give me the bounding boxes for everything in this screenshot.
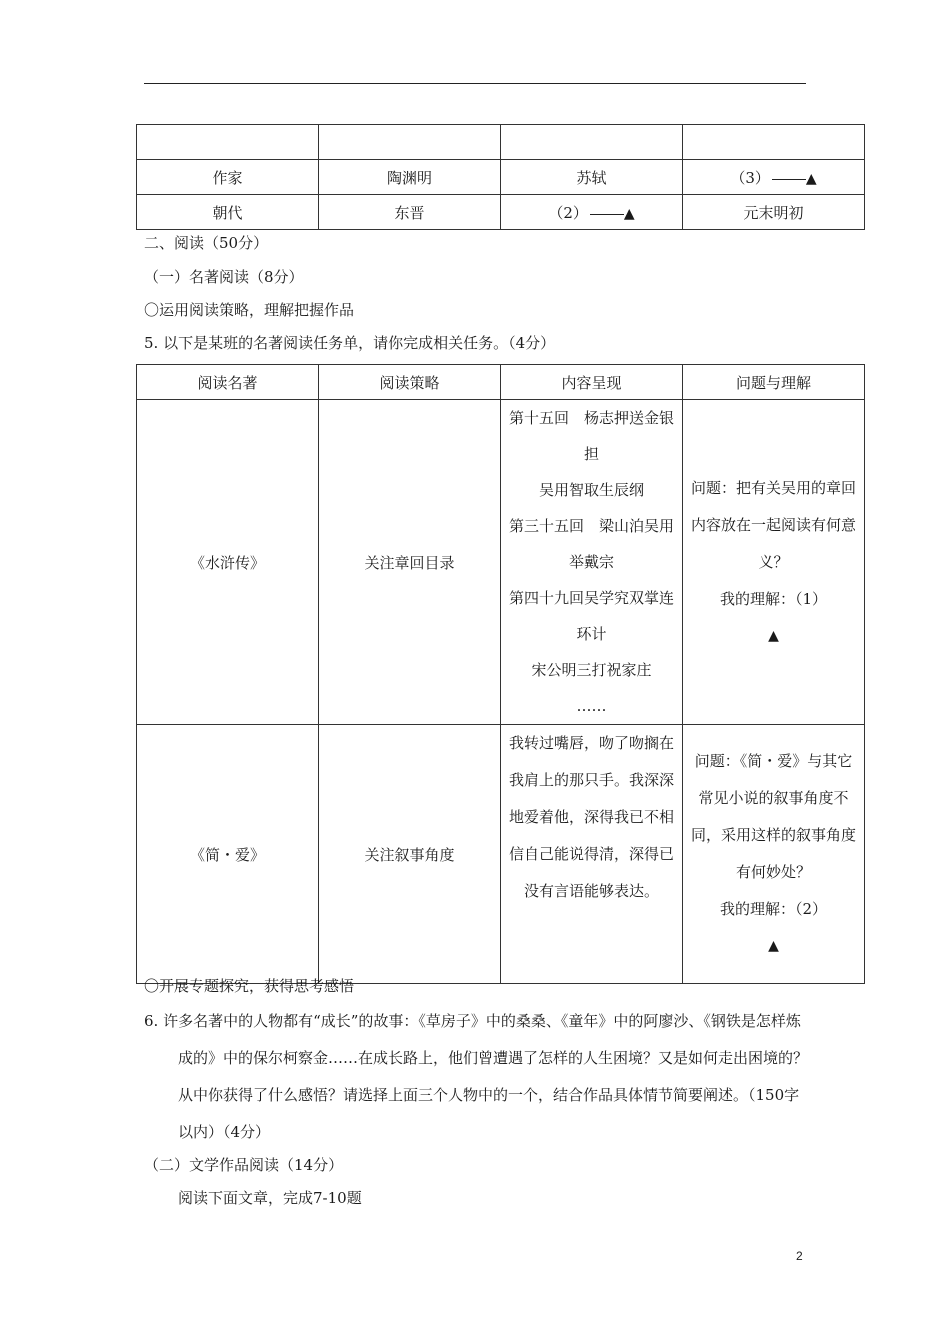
answer-label: 我的理解：（2） — [719, 900, 828, 918]
reading-strategy: 关注叙事角度 — [319, 725, 501, 984]
chapter-item: 第三十五回 梁山泊吴用举戴宗 — [509, 517, 675, 571]
strategy-heading: 〇开展专题探究，获得思考感悟 — [144, 977, 355, 995]
column-header: 阅读策略 — [319, 365, 501, 400]
question-text: 问题：《简・爱》与其它常见小说的叙事角度不同，采用这样的叙事角度有何妙处？ — [691, 752, 857, 881]
triangle-marker-icon: ▲ — [768, 938, 779, 954]
answer-label: 我的理解：（1） — [719, 589, 828, 608]
chapter-item: 宋公明三打祝家庄 — [531, 661, 652, 679]
cell-dynasty-1: 东晋 — [319, 195, 501, 230]
column-header: 阅读名著 — [137, 365, 319, 400]
book-title: 《水浒传》 — [137, 400, 319, 725]
table-header-row — [137, 365, 865, 400]
table-row — [137, 160, 865, 195]
excerpt-text: 我转过嘴唇，吻了吻搁在我肩上的那只手。我深深地爱着他，深得我已不相信自己能说得清，深得已没有言语能够表达。 — [501, 725, 683, 984]
author-dynasty-table — [136, 124, 865, 230]
column-header: 问题与理解 — [683, 365, 865, 400]
chapter-list — [501, 400, 683, 725]
page-number: 2 — [796, 1249, 803, 1263]
reading-strategy: 关注章回目录 — [319, 400, 501, 725]
cell-dynasty-3: 元末明初 — [683, 195, 865, 230]
chapter-item: 吴用智取生辰纲 — [538, 481, 644, 499]
subsection-title: （一）名著阅读（8分） — [144, 268, 304, 286]
table-row — [137, 125, 865, 160]
header-rule — [144, 83, 806, 84]
subsection-title: （二）文学作品阅读（14分） — [144, 1156, 344, 1174]
row-label-author: 作家 — [137, 160, 319, 195]
cell-author-1: 陶渊明 — [319, 160, 501, 195]
table-row — [137, 400, 865, 725]
strategy-heading: 〇运用阅读策略，理解把握作品 — [144, 301, 355, 319]
table-row — [137, 725, 865, 984]
chapter-item: 第四十九回吴学究双掌连环计 — [509, 589, 675, 643]
column-header: 内容呈现 — [501, 365, 683, 400]
chapter-item: 第十五回 杨志押送金银担 — [509, 409, 675, 463]
triangle-marker-icon: ▲ — [805, 170, 817, 187]
answer-blank — [590, 214, 624, 215]
question-5: 5. 以下是某班的名著阅读任务单，请你完成相关任务。（4分） — [144, 334, 556, 352]
question-text: 问题：把有关吴用的章回内容放在一起阅读有何意义？ — [691, 478, 857, 571]
question-6-text: 6. 许多名著中的人物都有“成长”的故事：《草房子》中的桑桑、《童年》中的阿廖沙、《钢铁是怎样炼成的》中的保尔柯察金……在成长路上，他们曾遭遇了怎样的人生困境？又是如何走出困境的？从中你获得了什么感悟？请选择上面三个人物中的一个，结合作品具体情节简要阐述。（150字以内）（4分） — [144, 1012, 809, 1141]
cell-author-3[interactable] — [683, 160, 865, 195]
question-6 — [144, 1003, 812, 1151]
table-row — [137, 195, 865, 230]
blank-number: （2） — [548, 203, 588, 222]
triangle-marker-icon: ▲ — [623, 205, 635, 222]
question-cell[interactable] — [683, 400, 865, 725]
section-title: 二、阅读（50分） — [144, 234, 269, 252]
blank-number: （3） — [730, 168, 770, 187]
answer-blank — [772, 179, 806, 180]
question-cell[interactable] — [683, 725, 865, 984]
cell-dynasty-2[interactable] — [501, 195, 683, 230]
instruction-text: 阅读下面文章，完成7-10题 — [178, 1189, 362, 1207]
book-title: 《简・爱》 — [137, 725, 319, 984]
row-label-dynasty: 朝代 — [137, 195, 319, 230]
reading-task-table — [136, 364, 865, 984]
triangle-marker-icon: ▲ — [768, 627, 779, 644]
chapter-item: …… — [576, 697, 607, 715]
cell-author-2: 苏轼 — [501, 160, 683, 195]
